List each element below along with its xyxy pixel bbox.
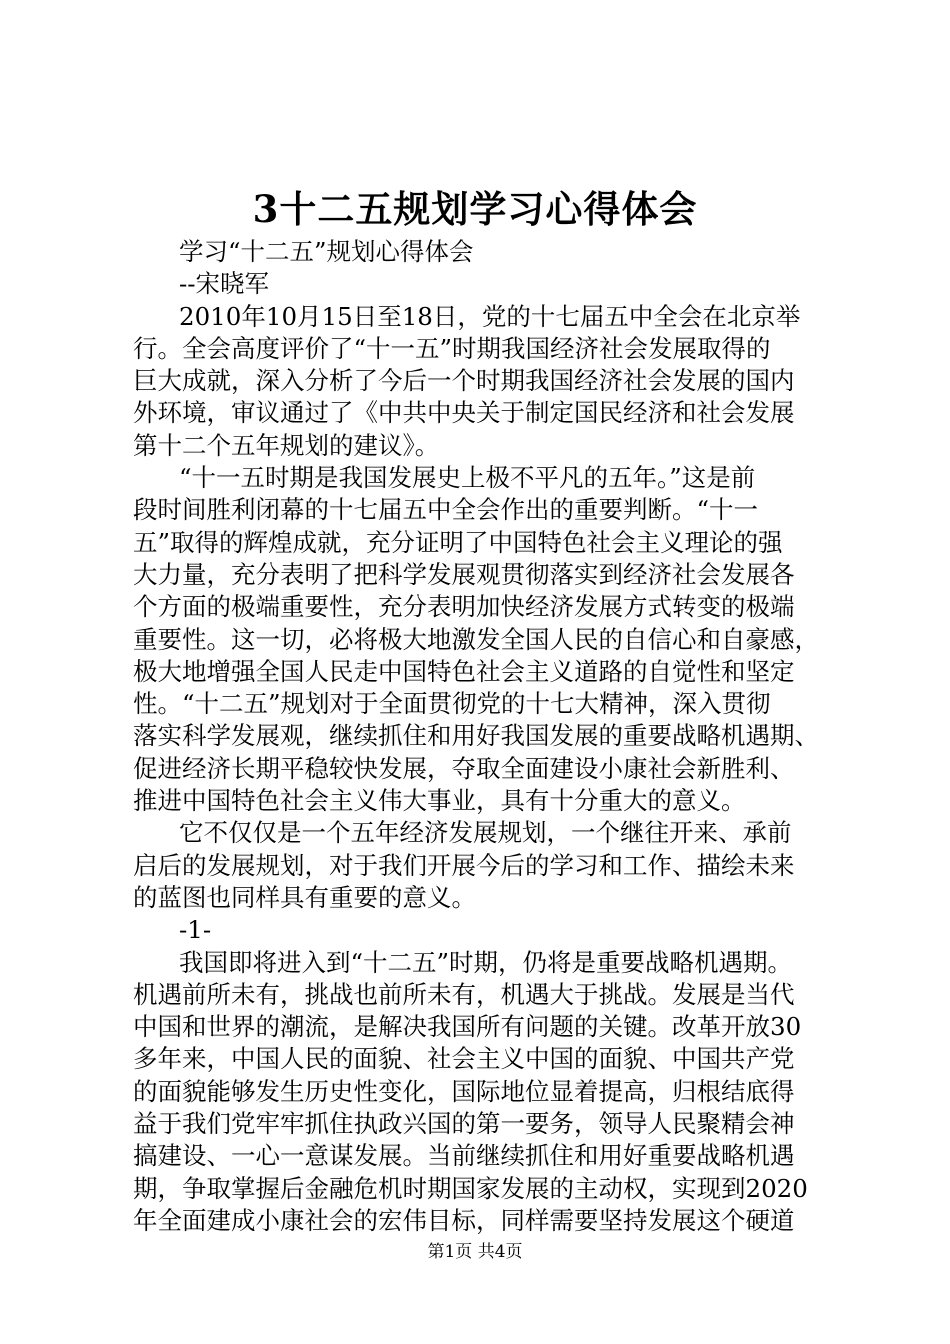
body-line: 落实科学发展观，继续抓住和用好我国发展的重要战略机遇期、: [133, 721, 819, 751]
body-line: 的面貌能够发生历史性变化，国际地位显着提高，归根结底得: [133, 1076, 795, 1106]
body-line: 外环境，审议通过了《中共中央关于制定国民经济和社会发展: [133, 398, 795, 428]
body-line: 段时间胜利闭幕的十七届五中全会作出的重要判断。“十一: [133, 495, 759, 525]
body-line: 机遇前所未有，挑战也前所未有，机遇大于挑战。发展是当代: [133, 979, 795, 1009]
body-line: 推进中国特色社会主义伟大事业，具有十分重大的意义。: [133, 786, 746, 816]
body-line: 个方面的极端重要性，充分表明加快经济发展方式转变的极端: [133, 592, 795, 622]
page-number-footer: 第1页 共4页: [427, 1242, 523, 1262]
body-line: 性。“十二五”规划对于全面贯彻党的十七大精神，深入贯彻: [133, 689, 771, 719]
body-line: 期，争取掌握后金融危机时期国家发展的主动权，实现到2020: [133, 1173, 808, 1203]
body-line: 促进经济长期平稳较快发展，夺取全面建设小康社会新胜利、: [133, 753, 795, 783]
body-line: 五”取得的辉煌成就，充分证明了中国特色社会主义理论的强: [133, 527, 783, 557]
inline-page-marker: -1-: [179, 915, 212, 945]
body-line: 极大地增强全国人民走中国特色社会主义道路的自觉性和坚定: [133, 656, 795, 686]
body-line: 重要性。这一切，必将极大地激发全国人民的自信心和自豪感，: [133, 624, 819, 654]
body-line: 益于我们党牢牢抓住执政兴国的第一要务，领导人民聚精会神: [133, 1109, 795, 1139]
body-line: 我国即将进入到“十二五”时期，仍将是重要战略机遇期。: [179, 947, 793, 977]
body-line: 巨大成就，深入分析了今后一个时期我国经济社会发展的国内: [133, 366, 795, 396]
body-line: 它不仅仅是一个五年经济发展规划，一个继往开来、承前: [179, 818, 792, 848]
subtitle-line: 学习“十二五”规划心得体会: [179, 237, 474, 266]
author-line: --宋晓军: [179, 269, 270, 299]
body-line: 多年来，中国人民的面貌、社会主义中国的面貌、中国共产党: [133, 1044, 795, 1074]
body-line: 2010年10月15日至18日，党的十七届五中全会在北京举: [179, 301, 801, 331]
document-title: 3十二五规划学习心得体会: [252, 187, 698, 231]
body-line: 行。全会高度评价了“十一五”时期我国经济社会发展取得的: [133, 333, 771, 363]
body-line: 搞建设、一心一意谋发展。当前继续抓住和用好重要战略机遇: [133, 1141, 795, 1171]
body-line: 的蓝图也同样具有重要的意义。: [133, 882, 476, 912]
body-line: 中国和世界的潮流，是解决我国所有问题的关键。改革开放30: [133, 1012, 802, 1042]
body-line: “十一五时期是我国发展史上极不平凡的五年。”这是前: [179, 463, 756, 493]
body-line: 第十二个五年规划的建议》。: [133, 430, 440, 460]
body-line: 启后的发展规划，对于我们开展今后的学习和工作、描绘未来: [133, 850, 795, 880]
document-body: [133, 236, 853, 1237]
body-line: 年全面建成小康社会的宏伟目标，同样需要坚持发展这个硬道: [133, 1205, 795, 1235]
body-line: 大力量，充分表明了把科学发展观贯彻落实到经济社会发展各: [133, 559, 795, 589]
